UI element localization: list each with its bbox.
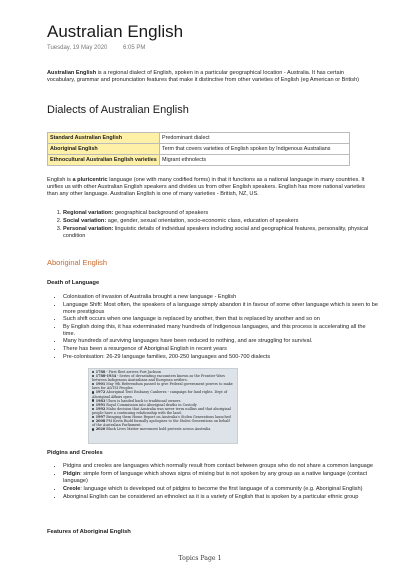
dialect-name: Ethnocultural Australian English varieties bbox=[48, 155, 160, 166]
variation-list bbox=[47, 210, 383, 241]
timeline-year: 1788-1934 bbox=[95, 374, 117, 379]
timeline-year: 1991 bbox=[95, 402, 106, 407]
bullet-icon bbox=[92, 428, 94, 430]
table-row bbox=[48, 144, 350, 155]
list-item: • Such shift occurs when one language is replaced by another, then that is replaced by another and so on bbox=[63, 316, 378, 323]
term-text: Aboriginal English can be considered an ethnolect as it is a variety of English that is spoken by a particular ethnic group bbox=[63, 494, 359, 500]
timeline-year: 1788 bbox=[95, 370, 106, 374]
list-item bbox=[63, 486, 378, 493]
pluricentric-post: language (one with many codified forms) in that it functions as a national language in many countries. It unifies us with other Australian English speakers and divides us from other English speakers. English has more national varieties than any other language. Australian English is one of many varieties - British, NZ, US. bbox=[47, 177, 366, 197]
term-text: Pidgins and creoles are languages which normally result from contact between groups who do not share a common language bbox=[63, 463, 374, 469]
dialects-heading: Dialects of Australian English bbox=[47, 104, 189, 116]
variation-label: Social variation: bbox=[63, 218, 107, 224]
timeline-year: 1901 bbox=[95, 382, 106, 387]
timeline-year: 2008 bbox=[95, 419, 106, 424]
timeline-text: Bringing them Home Report on Australia's Stolen Generations launched bbox=[106, 415, 231, 420]
list-item bbox=[63, 494, 378, 501]
intro-term: Australian English bbox=[47, 70, 97, 76]
dialects-table bbox=[47, 132, 350, 166]
timeline-text: Aboriginal Tent Embassy Canberra - campaign for land rights. Dept of Aboriginal Affairs open. bbox=[92, 390, 228, 399]
page-footer: Topics Page 1 bbox=[178, 555, 222, 562]
timeline-entry bbox=[92, 374, 234, 382]
dialect-description: Predominant dialect bbox=[160, 133, 350, 144]
term-text: : language which is developed out of pidgins to become the first language of a community (e.g. Aboriginal English) bbox=[80, 486, 363, 492]
variation-text: age, gender, sexual orientation, socio-economic class, education of speakers bbox=[106, 218, 299, 224]
timeline-image bbox=[88, 368, 238, 444]
timeline-year: 1972 bbox=[95, 390, 106, 395]
variation-label: Regional variation: bbox=[63, 210, 114, 216]
death-of-language-heading: Death of Language bbox=[47, 280, 100, 286]
timeline-year: 2020 bbox=[95, 427, 106, 432]
dialect-description: Term that covers varieties of English spoken by Indigenous Australians bbox=[160, 144, 350, 155]
timeline-text: Black Lives Matter movement hold protests across Australia bbox=[106, 427, 211, 432]
variation-label: Personal variation: bbox=[63, 226, 114, 232]
variation-text: linguistic details of individual speakers including social and geographical features, personality, physical condition bbox=[63, 226, 369, 239]
pluricentric-pre: English is bbox=[47, 177, 73, 183]
term-label: Pidgin bbox=[63, 471, 81, 477]
list-item: • There has been a resurgence of Aboriginal English in recent years bbox=[63, 346, 378, 353]
timeline-text: Uluru is handed back to traditional owners. bbox=[106, 398, 182, 403]
timeline-year: 1997 bbox=[95, 415, 106, 420]
page-meta bbox=[47, 45, 159, 51]
bullet-icon bbox=[92, 404, 94, 406]
table-row bbox=[48, 155, 350, 166]
list-item: • Colonisation of invasion of Australia brought a new language - English bbox=[63, 294, 378, 301]
timeline-year: 1992 bbox=[95, 406, 106, 411]
bullet-icon bbox=[92, 375, 94, 377]
bullet-icon bbox=[92, 399, 94, 401]
timeline-entry bbox=[92, 427, 234, 431]
bullet-icon bbox=[92, 371, 94, 373]
features-heading: Features of Aboriginal English bbox=[47, 529, 131, 535]
intro-text: is a regional dialect of English, spoken in a particular geographical location - Australia. It has certain vocabulary, grammar and pronunciation features that make it distinctive from other varieties of English (eg American or British) bbox=[47, 70, 360, 83]
dialect-name: Aboriginal English bbox=[48, 144, 160, 155]
bullet-icon bbox=[92, 408, 94, 410]
aboriginal-english-heading: Aboriginal English bbox=[47, 258, 108, 267]
list-item: • Many hundreds of surviving languages have been reduced to nothing, and are struggling for survival. bbox=[63, 338, 378, 345]
list-item: • Language Shift: Most often, the speakers of a language simply abandon it in favour of some other language which is seen to be more prestigious bbox=[63, 302, 378, 316]
page-time: 6:05 PM bbox=[123, 45, 146, 51]
timeline-entry bbox=[92, 382, 234, 390]
timeline-text: - First fleet arrives Port Jackson bbox=[106, 370, 162, 374]
list-item bbox=[63, 218, 383, 225]
bullet-icon bbox=[92, 416, 94, 418]
list-item bbox=[63, 471, 378, 485]
list-item bbox=[63, 210, 383, 217]
timeline-entry bbox=[92, 407, 234, 415]
term-text: : simple form of language which shows signs of mixing but is not spoken by any group as a native language (contact language) bbox=[63, 471, 368, 484]
list-item: • Pre-colonisation: 26-29 language families, 200-250 languages and 500-700 dialects bbox=[63, 354, 378, 361]
timeline-text: Mabo decision that Australia was never terra nullius and that aboriginal people have a continuing relationship with the land. bbox=[92, 406, 231, 415]
timeline-year: 1983 bbox=[95, 398, 106, 403]
bullet-icon bbox=[92, 383, 94, 385]
variation-text: geographical background of speakers bbox=[113, 210, 209, 216]
death-of-language-list bbox=[53, 294, 378, 361]
bullet-icon bbox=[92, 391, 94, 393]
pidgins-creoles-heading: Pidgins and Creoles bbox=[47, 450, 103, 456]
pluricentric-paragraph bbox=[47, 177, 372, 198]
timeline-text: PM Kevin Rudd formally apologises to the Stolen Generations on behalf of the Australian Parliament. bbox=[92, 419, 230, 428]
list-item bbox=[63, 463, 378, 470]
term-label: Creole bbox=[63, 486, 81, 492]
page-date: Tuesday, 19 May 2020 bbox=[47, 45, 108, 51]
dialect-name: Standard Australian English bbox=[48, 133, 160, 144]
timeline-text: May 9th Referendum passed to give Federal government powers to make laws for A&TSI Peoples. bbox=[92, 382, 233, 391]
page-title: Australian English bbox=[47, 22, 184, 41]
pluricentric-term: a pluricentric bbox=[72, 177, 108, 183]
intro-paragraph bbox=[47, 70, 367, 84]
list-item: • By English doing this, it has exterminated many hundreds of Indigenous languages, and this process is accelerating all the time. bbox=[63, 324, 378, 338]
timeline-text: - Series of devastating encounters known as the Frontier Wars between Indigenous Australians and European settlers. bbox=[92, 374, 225, 383]
timeline-entry bbox=[92, 390, 234, 398]
timeline-entry bbox=[92, 419, 234, 427]
pidgins-creoles-list bbox=[53, 463, 378, 502]
timeline-text: Royal Commission into Aboriginal deaths in Custody bbox=[106, 402, 197, 407]
bullet-icon bbox=[92, 420, 94, 422]
dialect-description: Migrant ethnolects bbox=[160, 155, 350, 166]
table-row bbox=[48, 133, 350, 144]
list-item bbox=[63, 226, 383, 240]
